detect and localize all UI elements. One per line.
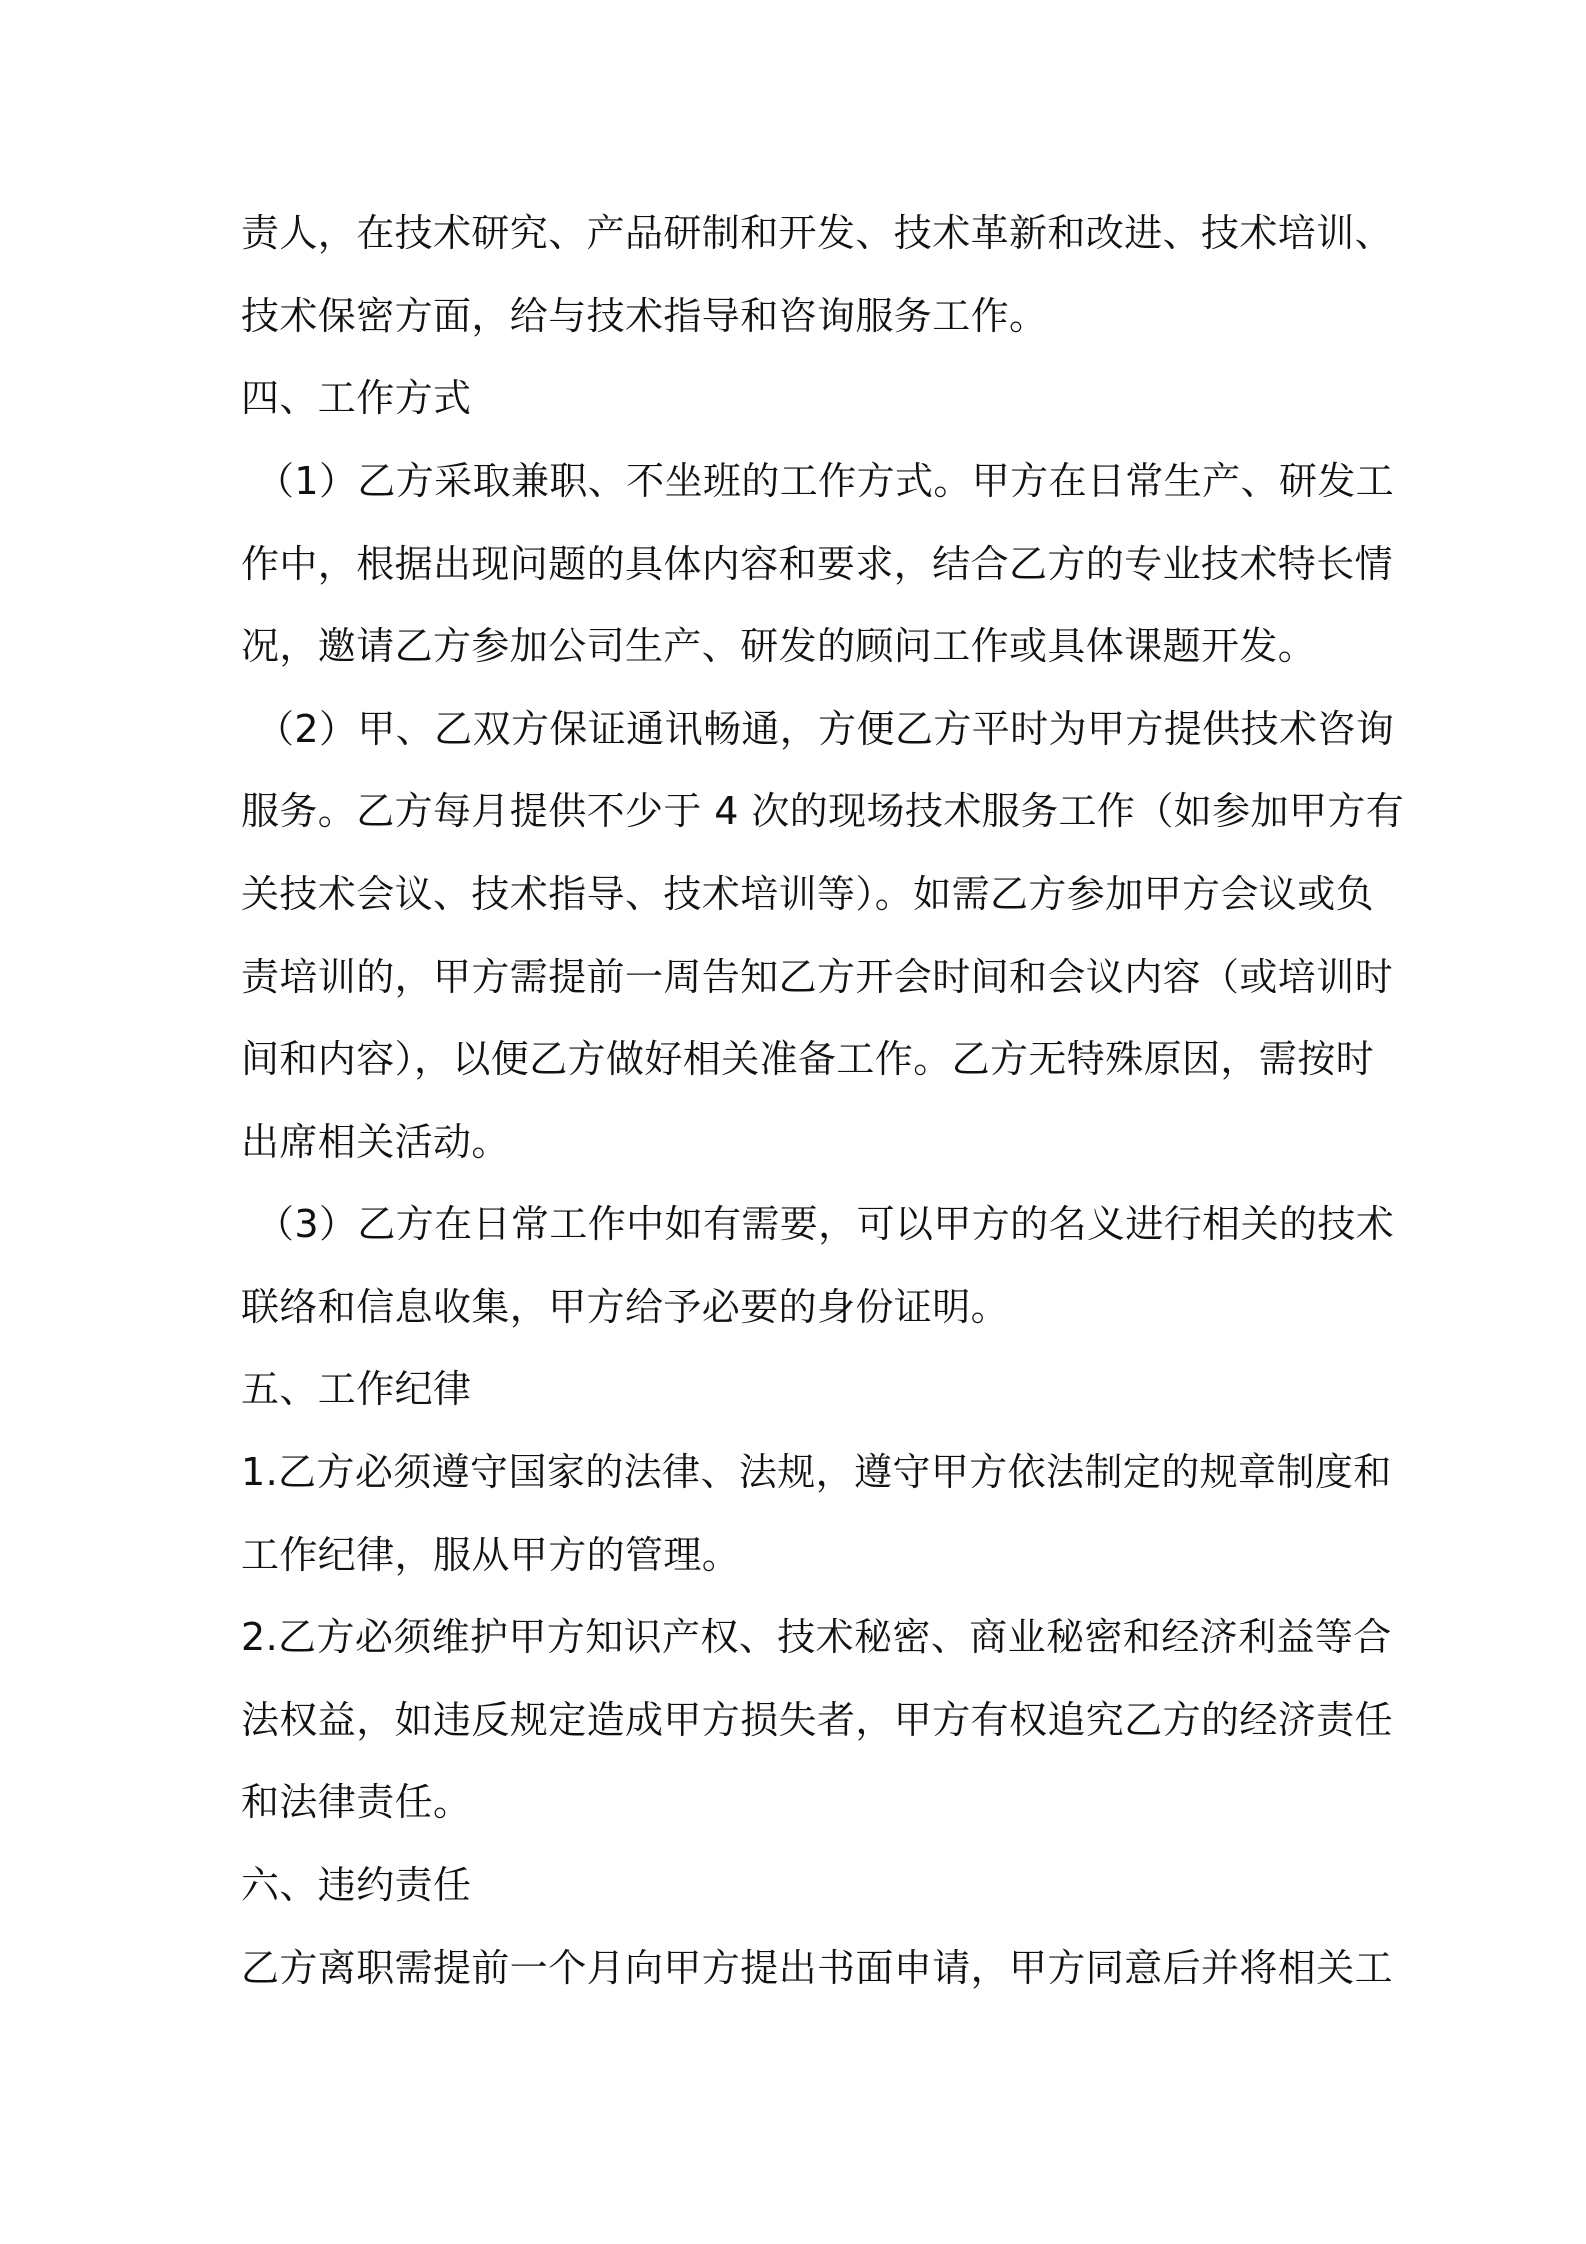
text-line: （1）乙方采取兼职、不坐班的工作方式。甲方在日常生产、研发工	[256, 459, 1395, 503]
text-line: 出席相关活动。	[241, 1120, 510, 1164]
text-line: 关技术会议、技术指导、技术培训等）。如需乙方参加甲方会议或负	[241, 872, 1375, 916]
text-line: 作中，根据出现问题的具体内容和要求，结合乙方的专业技术特长情	[241, 542, 1394, 586]
text-line: 和法律责任。	[241, 1780, 472, 1824]
section-heading: 六、违约责任	[241, 1863, 472, 1907]
text-line: （3）乙方在日常工作中如有需要，可以甲方的名义进行相关的技术	[256, 1202, 1395, 1246]
text-line: 2.乙方必须维护甲方知识产权、技术秘密、商业秘密和经济利益等合	[241, 1615, 1392, 1659]
text-line: 技术保密方面，给与技术指导和咨询服务工作。	[241, 294, 1048, 338]
text-line: 责培训的，甲方需提前一周告知乙方开会时间和会议内容（或培训时	[241, 955, 1394, 999]
text-line: 间和内容），以便乙方做好相关准备工作。乙方无特殊原因，需按时	[241, 1037, 1375, 1081]
text-line: 法权益，如违反规定造成甲方损失者，甲方有权追究乙方的经济责任	[241, 1698, 1394, 1742]
text-line: 况，邀请乙方参加公司生产、研发的顾问工作或具体课题开发。	[241, 624, 1317, 668]
text-line: 1.乙方必须遵守国家的法律、法规，遵守甲方依法制定的规章制度和	[241, 1450, 1392, 1494]
section-heading: 五、工作纪律	[241, 1367, 472, 1411]
text-line: 联络和信息收集，甲方给予必要的身份证明。	[241, 1285, 1010, 1329]
text-line: 服务。乙方每月提供不少于 4 次的现场技术服务工作（如参加甲方有	[241, 789, 1405, 833]
text-line: 乙方离职需提前一个月向甲方提出书面申请，甲方同意后并将相关工	[241, 1946, 1394, 1990]
text-line: （2）甲、乙双方保证通讯畅通，方便乙方平时为甲方提供技术咨询	[256, 707, 1395, 751]
text-line: 责人，在技术研究、产品研制和开发、技术革新和改进、技术培训、	[241, 211, 1394, 255]
text-line: 工作纪律，服从甲方的管理。	[241, 1533, 741, 1577]
section-heading: 四、工作方式	[241, 376, 472, 420]
